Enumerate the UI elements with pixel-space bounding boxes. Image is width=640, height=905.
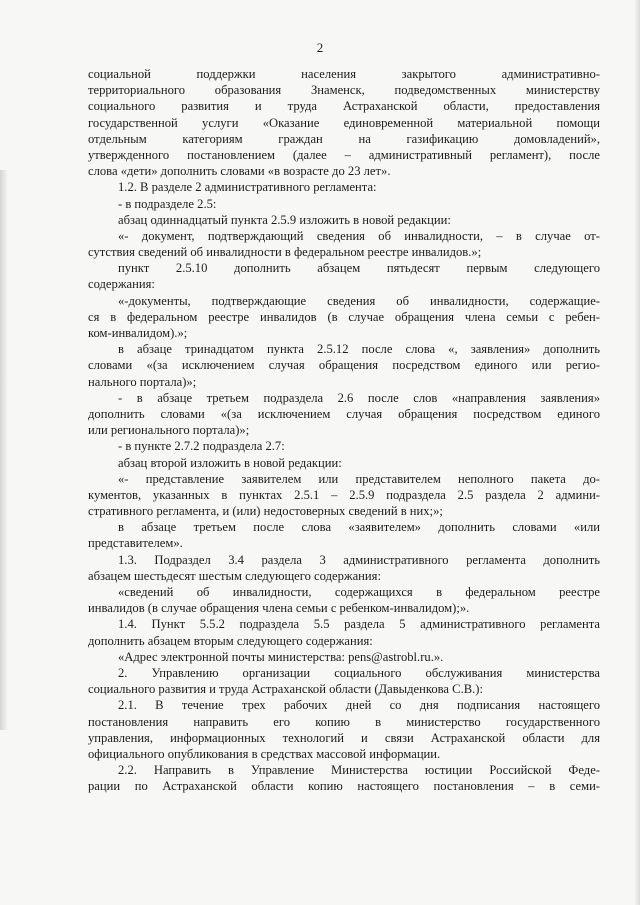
text-line: социального развития и труда Астраханской области, предоставления xyxy=(88,99,600,114)
text-line: в абзаце третьем после слова «заявителем» дополнить словами «или xyxy=(118,520,600,535)
text-line: отдельным категориям граждан на газификацию домовладений», xyxy=(88,131,600,146)
text-line: «- документ, подтверждающий сведения об инвалидности, – в случае от- xyxy=(118,228,600,243)
text-line: социальной поддержки населения закрытого административно- xyxy=(88,67,600,81)
text-line: 2.1. В течение трех рабочих дней со дня подписания настоящего xyxy=(118,698,600,713)
text-line: содержания: xyxy=(88,277,155,292)
text-line: «Адрес электронной почты министерства: pens@astrobl.ru.». xyxy=(118,649,444,664)
text-line: - в абзаце третьем подраздела 2.6 после слов «направления заявления» xyxy=(118,390,600,405)
text-line: представителем». xyxy=(88,536,183,551)
text-line: стративного регламента, и (или) недостоверных сведений в них;»; xyxy=(88,504,443,519)
text-line: кументов, указанных в пунктах 2.5.1 – 2.5.9 подраздела 2.5 раздела 2 админи- xyxy=(88,487,600,502)
text-line: социального развития и труда Астраханской области (Давыденкова С.В.): xyxy=(88,682,483,697)
text-line: 2. Управлению организации социального обслуживания министерства xyxy=(118,665,600,680)
text-line: 1.3. Подраздел 3.4 раздела 3 административного регламента дополнить xyxy=(118,552,600,567)
text-line: утвержденного постановлением (далее – административный регламент), после xyxy=(88,147,600,162)
text-line: пункт 2.5.10 дополнить абзацем пятьдесят первым следующего xyxy=(118,261,600,276)
text-line: сутствия сведений об инвалидности в федеральном реестре инвалидов.»; xyxy=(88,245,482,260)
text-line: нального портала)»; xyxy=(88,374,197,389)
text-line: территориального образования Знаменск, подведомственных министерству xyxy=(88,83,600,98)
text-line: «- представление заявителем или представителем неполного пакета до- xyxy=(118,471,600,486)
text-line: или регионального портала)»; xyxy=(88,423,250,438)
text-line: «сведений об инвалидности, содержащихся в федеральном реестре xyxy=(118,585,600,599)
text-line: словами «(за исключением случая обращения посредством единого или регио- xyxy=(88,358,600,373)
text-line: постановления направить его копию в министерство государственного xyxy=(88,714,600,729)
text-line: абзац второй изложить в новой редакции: xyxy=(118,455,342,470)
text-line: - в подразделе 2.5: xyxy=(118,196,217,211)
text-line: 1.4. Пункт 5.5.2 подраздела 5.5 раздела 5 административного регламента xyxy=(118,617,600,632)
text-line: абзацем шестьдесят шестым следующего содержания: xyxy=(88,568,381,583)
page-number: 2 xyxy=(316,40,324,55)
scan-edge-shadow-left xyxy=(0,170,8,730)
text-line: дополнить абзацем вторым следующего содержания: xyxy=(88,633,373,648)
text-line: рации по Астраханской области копию настоящего постановления – в семи- xyxy=(88,779,600,794)
text-line: 2.2. Направить в Управление Министерства юстиции Российской Феде- xyxy=(118,763,600,778)
text-line: ся в федеральном реестре инвалидов (в случае обращения члена семьи с ребен- xyxy=(88,309,600,324)
text-line: государственной услуги «Оказание единовременной материальной помощи xyxy=(88,115,600,130)
text-line: абзац одиннадцатый пункта 2.5.9 изложить в новой редакции: xyxy=(118,212,451,227)
document-body xyxy=(88,66,600,794)
text-line: 1.2. В разделе 2 административного регламента: xyxy=(118,180,377,195)
text-line: управления, информационных технологий и связи Астраханской области для xyxy=(88,730,600,745)
scan-edge-shadow-right xyxy=(634,0,640,905)
text-line: инвалидов (в случае обращения члена семьи с ребенком-инвалидом);». xyxy=(88,601,470,616)
text-line: слова «дети» дополнить словами «в возрасте до 23 лет». xyxy=(88,164,391,179)
text-line: в абзаце тринадцатом пункта 2.5.12 после слова «, заявления» дополнить xyxy=(118,342,600,357)
text-line: «-документы, подтверждающие сведения об инвалидности, содержащие- xyxy=(118,293,600,308)
text-line: официального опубликования в средствах массовой информации. xyxy=(88,746,441,761)
text-line: дополнить словами «(за исключением случая обращения посредством единого xyxy=(88,406,600,421)
text-line: ком-инвалидом).»; xyxy=(88,326,188,340)
text-line: - в пункте 2.7.2 подраздела 2.7: xyxy=(118,439,285,454)
